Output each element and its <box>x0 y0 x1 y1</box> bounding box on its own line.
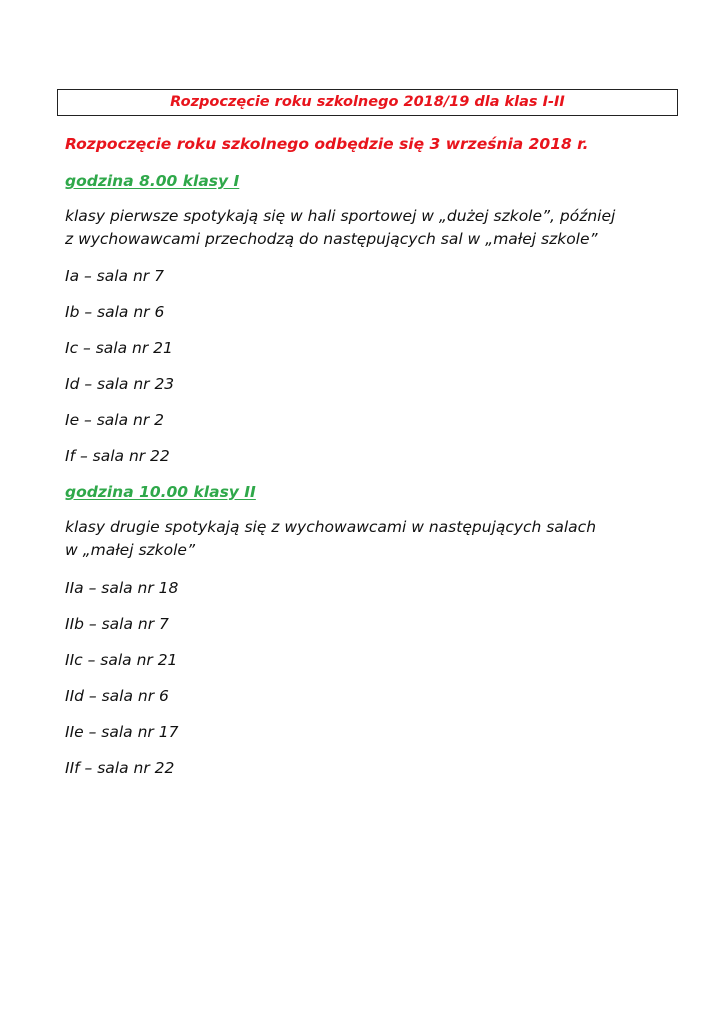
section-1-description-line-2: z wychowawcami przechodzą do następujących sal w „małej szkole” <box>65 230 598 248</box>
document-title: Rozpoczęcie roku szkolnego 2018/19 dla klas I-II <box>57 89 678 116</box>
section-2-heading: godzina 10.00 klasy II <box>65 483 256 501</box>
room-assignment-ic: Ic – sala nr 21 <box>65 339 173 357</box>
room-assignment-ie: Ie – sala nr 2 <box>65 411 165 429</box>
room-assignment-ib: Ib – sala nr 6 <box>65 303 165 321</box>
announcement-text: Rozpoczęcie roku szkolnego odbędzie się 3 września 2018 r. <box>65 135 589 153</box>
section-2-description-line-2: w „małej szkole” <box>65 541 195 559</box>
room-assignment-iia: IIa – sala nr 18 <box>65 579 179 597</box>
room-assignment-iib: IIb – sala nr 7 <box>65 615 169 633</box>
section-2-description-line-1: klasy drugie spotykają się z wychowawcami w następujących salach <box>65 518 597 536</box>
section-1-heading: godzina 8.00 klasy I <box>65 172 240 190</box>
room-assignment-iid: IId – sala nr 6 <box>65 687 169 705</box>
room-assignment-iie: IIe – sala nr 17 <box>65 723 179 741</box>
room-assignment-if: If – sala nr 22 <box>65 447 170 465</box>
room-assignment-ia: Ia – sala nr 7 <box>65 267 164 285</box>
room-assignment-id: Id – sala nr 23 <box>65 375 175 393</box>
section-1-description-line-1: klasy pierwsze spotykają się w hali sportowej w „dużej szkole”, później <box>65 207 616 225</box>
room-assignment-iic: IIc – sala nr 21 <box>65 651 178 669</box>
room-assignment-iif: IIf – sala nr 22 <box>65 759 175 777</box>
